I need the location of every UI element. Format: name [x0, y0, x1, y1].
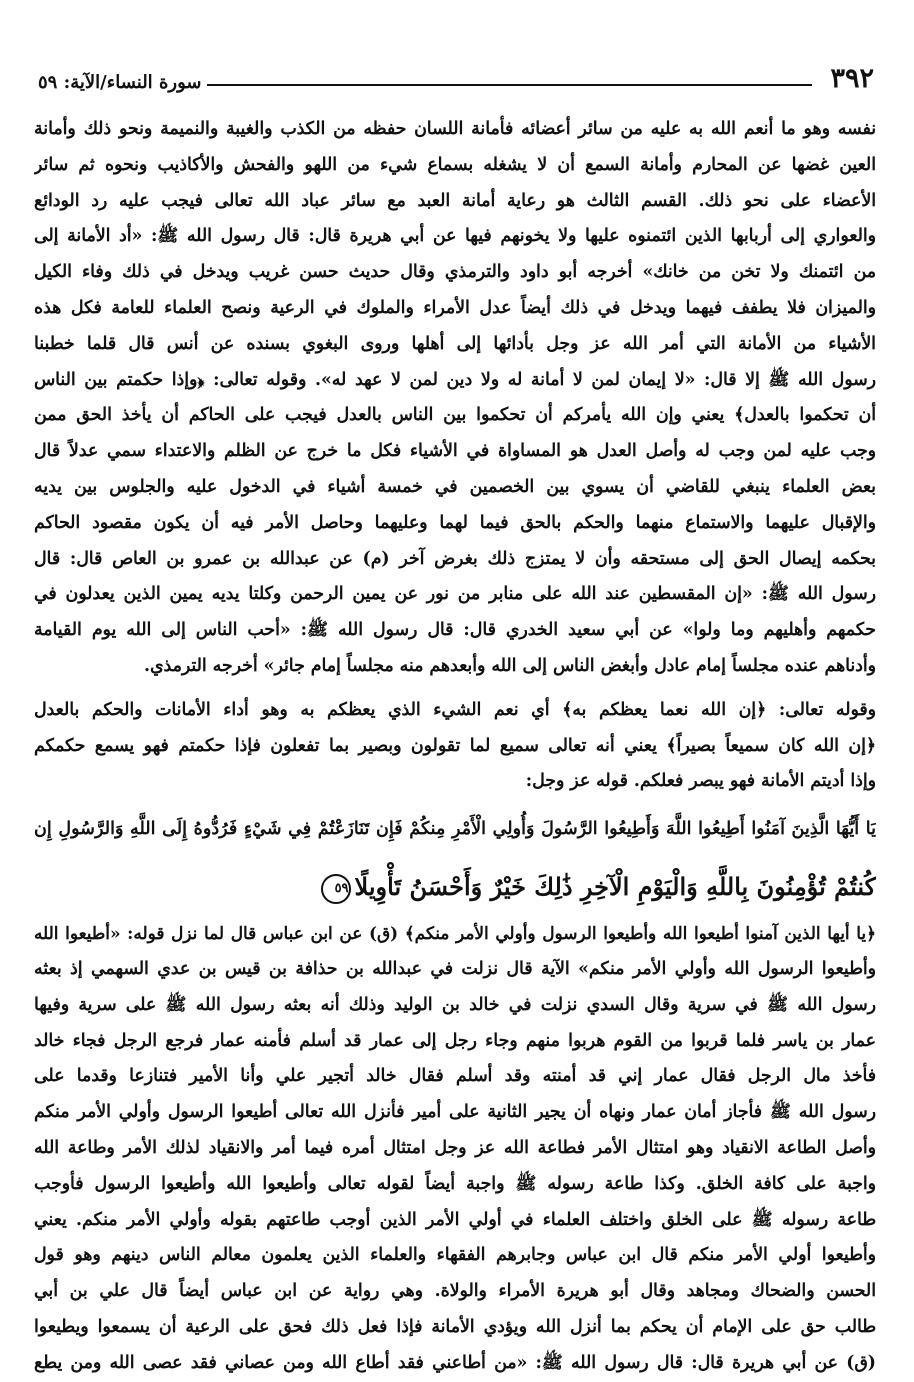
text-line: رسول الله ﷺ إلا قال: «لا إيمان لمن لا أمانة له ولا دين لمن لا عهد له». وقوله تعالى: ﴿وإذا حكمتم بين الناس	[34, 369, 876, 390]
page-number: ٣٩٢	[830, 63, 874, 94]
commentary-block-c	[34, 916, 876, 1381]
text-line: الحسن والضحاك ومجاهد وقال أبو هريرة الأمراء والولاة. وهي رواية عن ابن عباس أيضاً قال علي بن أبي	[34, 1281, 876, 1302]
verse-text: كُنتُمْ تُؤْمِنُونَ بِاللَّهِ وَالْيَوْمِ الْآخِرِ ذَٰلِكَ خَيْرٌ وَأَحْسَنُ تَأْوِيلًا	[354, 872, 876, 902]
text-line: بعض العلماء ينبغي للقاضي أن يسوي بين الخصمين في خمسة أشياء في الدخول عليه والجلوس بين يديه	[34, 476, 876, 497]
text-line: والإقبال عليهما والاستماع منهما والحكم بالحق فيما لهما وعليهما وحاصل الأمر فيه أن يكون مقصود الحاكم	[34, 512, 876, 533]
surah-label: سورة النساء/الآية: ٥٩	[38, 72, 202, 93]
commentary-block-a	[34, 112, 876, 685]
text-line: نفسه وهو ما أنعم الله به عليه من سائر أعضائه فأمانة اللسان حفظه من الكذب والغيبة والنميمة ونحو ذلك وأمانة	[34, 119, 876, 139]
text-line: وإذا أديتم الأمانة فهو يبصر فعلكم. قوله عز وجل:	[525, 771, 876, 792]
text-line: وقوله تعالى: ﴿إن الله نعما يعظكم به﴾ أي نعم الشيء الذي يعظكم به وهو أداء الأمانات والحكم بالعدل	[34, 699, 876, 720]
text-line: عمار بن ياسر فلما قربوا من القوم هربوا منهم وجاء رجل إلى عمار قد أسلم فأمنه عمار فرجع الرجل فجاء خالد	[34, 1030, 876, 1051]
text-line: من ائتمنك ولا تخن من خانك» أخرجه أبو داود والترمذي وقال حديث حسن غريب ويدخل في ذلك وفاء الكيل	[34, 262, 876, 283]
commentary-block-b	[34, 693, 876, 800]
verse-line: يَا أَيُّهَا الَّذِينَ آمَنُوا أَطِيعُوا اللَّهَ وَأَطِيعُوا الرَّسُولَ وَأُولِي الْأَمْرِ مِنكُمْ فَإِن تَنَازَعْتُمْ فِي شَيْءٍ فَرُدُّوهُ إِلَى اللَّهِ وَالرَّسُولِ إِن	[34, 818, 876, 840]
text-line: وأطيعوا أولي الأمر منكم قال ابن عباس وجابرهم الفقهاء والعلماء الذين يعلمون معالم الناس دينهم وهو قول	[34, 1245, 876, 1266]
text-line: وأدناهم عنده مجلساً إمام عادل وأبغض الناس إلى الله وأبعدهم منه مجلساً إمام جائر» أخرجه الترمذي.	[143, 655, 876, 676]
text-line: فأخذ مال الرجل فقال عمار إني قد أمنته وقد أسلم فقال خالد أتجير علي وأنا الأمير فتنازعا وقدما على	[34, 1066, 876, 1087]
text-line: العين غضها عن المحارم وأمانة السمع أن لا يشغله بسماع شيء من اللهو والفحش والأكاذيب ونحوه ثم سائر	[34, 154, 876, 175]
quran-verse	[34, 800, 876, 916]
text-line: ﴿يا أيها الذين آمنوا أطيعوا الله وأطيعوا الرسول وأولي الأمر منكم﴾ (ق) عن ابن عباس قال لما نزل قوله: «أطيعوا الله	[34, 923, 876, 944]
text-line: بحكمه إيصال الحق إلى مستحقه وأن لا يمتزج ذلك بغرض آخر (م) عن عبدالله بن عمرو بن العاص قال: قال	[34, 548, 876, 569]
text-line: الأعضاء على نحو ذلك. القسم الثالث هو رعاية أمانة العبد مع سائر عباد الله تعالى فيجب عليه رد الودائع	[34, 190, 876, 211]
text-line: طاعة رسوله ﷺ على الخلق واختلف العلماء في أولي الأمر الذين أوجب طاعتهم بقوله وأولي الأمر منكم. يعني	[34, 1209, 876, 1230]
text-line: والميزان فلا يطفف فيهما ويدخل في ذلك أيضاً عدل الأمراء والملوك في الرعية ونصح العلماء للعامة فكل هذه	[34, 297, 876, 318]
header-rule	[207, 70, 812, 86]
text-line: أن تحكموا بالعدل﴾ يعني وإن الله يأمركم أن تحكموا بين الناس بالعدل فيجب على الحاكم أن يأخذ الحق ممن	[34, 405, 876, 426]
verse-line	[34, 858, 876, 916]
text-line: الأشياء من الأمانة التي أمر الله عز وجل بأدائها إلى أهلها وروى البغوي بسنده عن أنس قال قلما خطبنا	[34, 333, 876, 354]
text-line: والعواري إلى أربابها الذين ائتمنوه عليها ولا يخونهم فيها عن أبي هريرة قال: قال رسول الله ﷺ: «أد الأمانة إلى	[34, 226, 876, 247]
text-line: طالب حق على الإمام أن يحكم بما أنزل الله ويؤدي الأمانة فإذا فعل ذلك فحق على الرعية أن يسمعوا ويطيعوا	[34, 1316, 876, 1337]
text-line: رسول الله ﷺ في سرية وقال السدي نزلت في خالد بن الوليد وذلك أنه بعثه رسول الله ﷺ على سرية وفيها	[34, 994, 876, 1015]
text-line: واجبة على كافة الخلق. وكذا طاعة رسوله ﷺ واجبة أيضاً لقوله تعالى وأطيعوا الله وأطيعوا الرسول فأوجب	[34, 1173, 876, 1194]
text-line: ﴿إن الله كان سميعاً بصيراً﴾ يعني أنه تعالى سميع لما تقولون وبصير بما تفعلون فإذا حكمتم فهو يسمع حكمكم	[34, 735, 876, 756]
text-line: وأصل الطاعة الانقياد وهو امتثال الأمر فطاعة الله عز وجل امتثال أمره فيما أمر والانقياد لذلك الأمر وطاعة الله	[34, 1137, 876, 1158]
text-line: وجب عليه لمن وجب له وأصل العدل هو المساواة في الأشياء فكل ما خرج عن الظلم والاعتداء سمي عدلاً قال	[34, 441, 876, 462]
text-line: وأطيعوا الرسول الله وأولي الأمر منكم» الآية قال نزلت في عبدالله بن حذافة بن قيس بن عدي السهمي إذ بعثه	[34, 958, 876, 979]
text-line: رسول الله ﷺ: «إن المقسطين عند الله على منابر من نور عن يمين الرحمن وكلتا يديه يمين الذين يعدلون في	[34, 584, 876, 605]
ayah-number-marker: ٥٩	[321, 874, 351, 904]
page-body	[34, 112, 876, 1382]
text-line: حكمهم وأهليهم وما ولوا» عن أبي سعيد الخدري قال: قال رسول الله ﷺ: «أحب الناس إلى الله يوم القيامة	[34, 620, 876, 641]
text-line: (ق) عن أبي هريرة قال: قال رسول الله ﷺ: «من أطاعني فقد أطاع الله ومن عصاني فقد عصى الله ومن يطع	[34, 1352, 876, 1373]
page-header	[38, 58, 874, 92]
text-line: رسول الله ﷺ فأجاز أمان عمار ونهاه أن يجير الثانية على أمير فأنزل الله تعالى أطيعوا الرسول وأولي الأمر منكم	[34, 1102, 876, 1123]
